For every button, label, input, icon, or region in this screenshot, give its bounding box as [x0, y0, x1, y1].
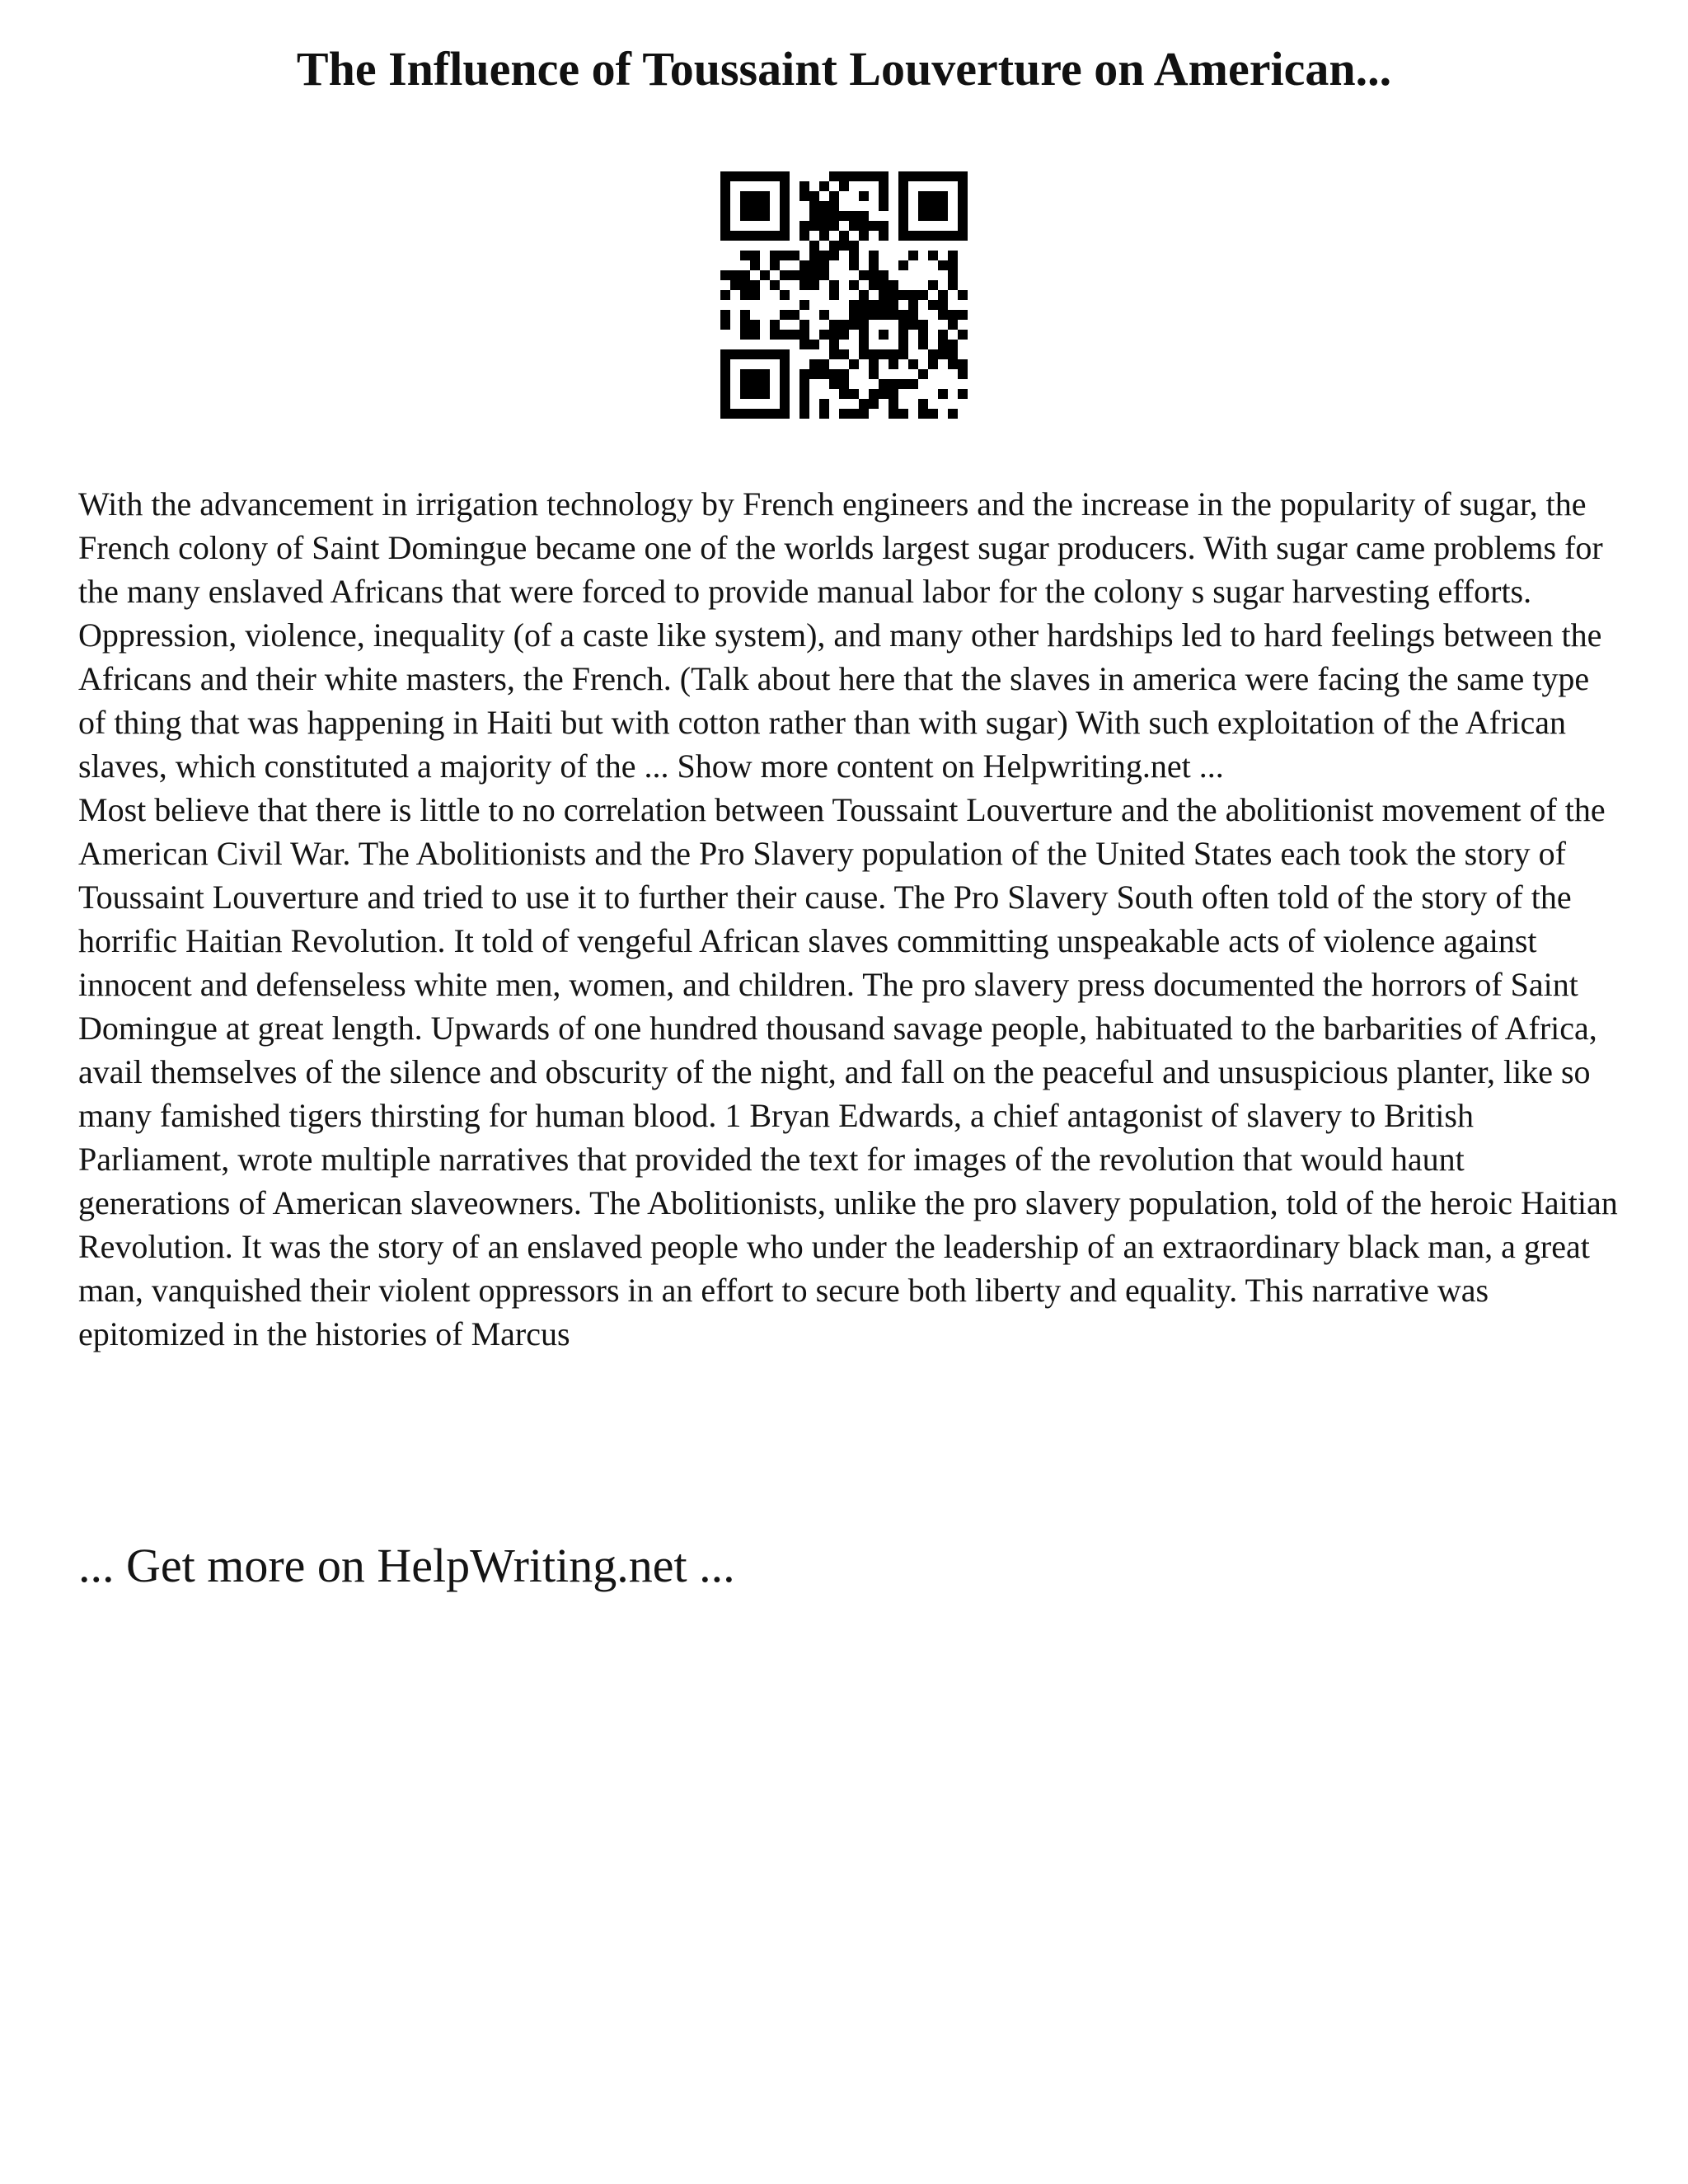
- document-body: [78, 482, 1620, 1356]
- document-title: The Influence of Toussaint Louverture on American...: [296, 42, 1392, 96]
- qr-code-icon: [720, 171, 968, 419]
- qr-code[interactable]: [720, 171, 968, 419]
- paragraph-1: With the advancement in irrigation technology by French engineers and the increase in the popularity of sugar, the French colony of Saint Domingue became one of the worlds largest sugar producers. With sugar came problems for the many enslaved Africans that were forced to provide manual labor for the colony s sugar harvesting efforts. Oppression, violence, inequality (of a caste like system), and many other hardships led to hard feelings between the Africans and their white masters, the French. (Talk about here that the slaves in america were facing the same type of thing that was happening in Haiti but with cotton rather than with sugar) With such exploitation of the African slaves, which constituted a majority of the ... Show more content on Helpwriting.net ...: [78, 485, 1603, 785]
- paragraph-2: Most believe that there is little to no correlation between Toussaint Louverture and the abolitionist movement of the American Civil War. The Abolitionists and the Pro Slavery population of the United States each took the story of Toussaint Louverture and tried to use it to further their cause. The Pro Slavery South often told of the story of the horrific Haitian Revolution. It told of vengeful African slaves committing unspeakable acts of violence against innocent and defenseless white men, women, and children. The pro slavery press documented the horrors of Saint Domingue at great length. Upwards of one hundred thousand savage people, habituated to the barbarities of Africa, avail themselves of the silence and obscurity of the night, and fall on the peaceful and unsuspicious planter, like so many famished tigers thirsting for human blood. 1 Bryan Edwards, a chief antagonist of slavery to British Parliament, wrote multiple narratives that provided the text for images of the revolution that would haunt generations of American slaveowners. The Abolitionists, unlike the pro slavery population, told of the heroic Haitian Revolution. It was the story of an enslaved people who under the leadership of an extraordinary black man, a great man, vanquished their violent oppressors in an effort to secure both liberty and equality. This narrative was epitomized in the histories of Marcus: [78, 791, 1618, 1352]
- get-more-link[interactable]: ... Get more on HelpWriting.net ...: [78, 1539, 735, 1592]
